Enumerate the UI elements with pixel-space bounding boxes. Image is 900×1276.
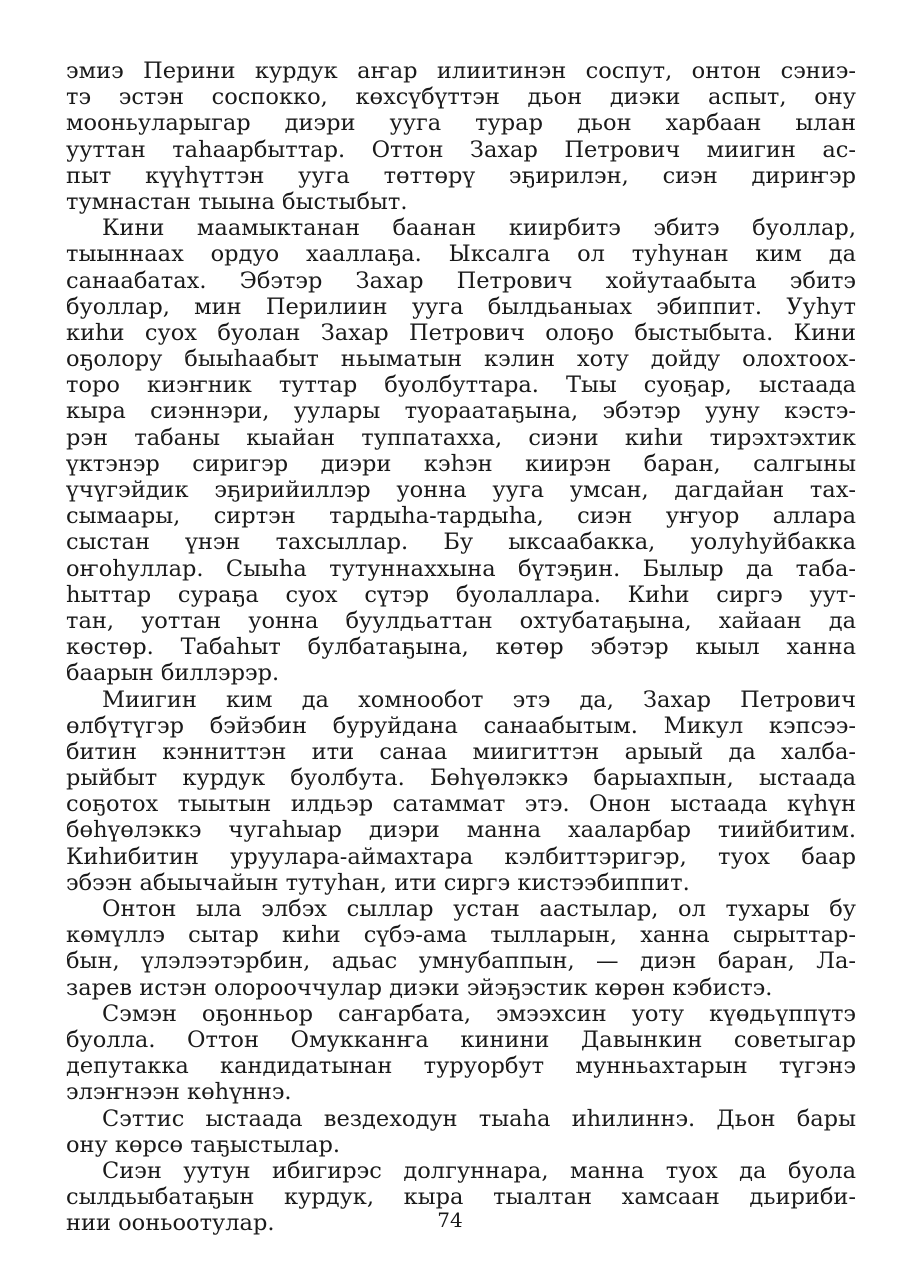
text-line: Сиэн уутун ибигирэс долгуннара, манна туох да буола [102, 1157, 856, 1184]
paragraph [66, 1106, 856, 1158]
text-line: ону көрсө таҕыстылар. [66, 1131, 341, 1158]
text-line: ууттан таһаарбыттар. Оттон Захар Петрович миигин ас- [66, 136, 856, 163]
text-line: сылдьыбатаҕын курдук, кыра тыалтан хамсаан дьириби- [66, 1184, 856, 1211]
text-line: үчүгэйдик эҕирийиллэр уонна ууга умсан, дагдайан тах- [66, 477, 856, 503]
text-line: депутакка кандидатынан туруорбут мунньахтарын түгэнэ [66, 1053, 856, 1080]
text-line: Миигин ким да хомнообот этэ да, Захар Петрович [102, 686, 856, 713]
text-line: тыыннаах ордуо хааллаҕа. Ыксалга ол туһунан ким да [66, 241, 856, 268]
paragraph [66, 896, 856, 1001]
text-line: нии ооньоотулар. [66, 1210, 275, 1237]
text-line: Сэмэн оҕонньор саҥарбата, эмээхсин уоту күөдьүппүтэ [102, 1000, 856, 1027]
text-line: үктэнэр сиригэр диэри кэһэн киирэн баран, салгыны [66, 450, 856, 477]
text-line: Кини маамыктанан баанан киирбитэ эбитэ буоллар, [102, 215, 856, 242]
text-line: Сэттис ыстаада вездеходун тыаһа иһилиннэ. Дьон бары [102, 1105, 856, 1132]
text-line: Онтон ыла элбэх сыллар устан аастылар, ол тухары бу [102, 896, 856, 922]
text-line: һыттар сураҕа суох сүтэр буолаллара. Киһи сиргэ уут- [66, 581, 856, 608]
page-text [66, 58, 856, 1236]
text-line: рэн табаны кыайан туппатахха, сиэни киһи тирэхтэхтик [66, 424, 856, 451]
text-line: санаабатах. Эбэтэр Захар Петрович хойутаабыта эбитэ [66, 267, 856, 294]
text-line: зарев истэн олорооччулар диэки эйэҕэстик көрөн кэбистэ. [66, 974, 773, 1001]
text-line: мооньуларыгар диэри ууга турар дьон харбаан ылан [66, 110, 856, 137]
text-line: элэҥнээн көһүннэ. [66, 1079, 292, 1106]
text-line: битин кэнниттэн ити санаа миигиттэн арыый да халба- [66, 738, 856, 765]
text-line: баарын биллэрэр. [66, 660, 280, 687]
text-line: тумнастан тыына быстыбыт. [66, 188, 408, 215]
text-line: Киһибитин уруулара-аймахтара кэлбиттэригэр, туох баар [66, 843, 856, 870]
text-line: сымаары, сиртэн тардыһа-тардыһа, сиэн уҥуор аллара [66, 503, 856, 530]
text-line: оҕолору быыһаабыт ньыматын кэлин хоту дойду олохтоох- [66, 346, 856, 373]
page-number: 74 [437, 1208, 463, 1232]
text-line: бөһүөлэккэ чугаһыар диэри манна хааларбар тиийбитим. [66, 817, 856, 844]
text-line: тан, уоттан уонна буулдьаттан охтубатаҕына, хайаан да [66, 607, 856, 634]
text-line: буолла. Оттон Омукканҥа кинини Давынкин советыгар [66, 1026, 856, 1053]
paragraph [66, 687, 856, 897]
text-line: соҕотох тыытын илдьэр сатаммат этэ. Онон ыстаада күһүн [66, 791, 856, 818]
text-line: кыра сиэннэри, уулары туораатаҕына, эбэтэр ууну кэстэ- [66, 398, 856, 425]
text-line: эмиэ Перини курдук аҥар илиитинэн соспут, онтон сэниэ- [66, 58, 856, 84]
text-line: көстөр. Табаһыт булбатаҕына, көтөр эбэтэр кыыл ханна [66, 634, 856, 661]
text-line: киһи суох буолан Захар Петрович олоҕо быстыбыта. Кини [66, 319, 856, 346]
text-line: тэ эстэн соспокко, көхсүбүттэн дьон диэки аспыт, ону [66, 84, 856, 111]
text-line: өлбүтүгэр бэйэбин буруйдана санаабытым. Микул кэпсээ- [66, 712, 856, 739]
text-line: рыйбыт курдук буолбута. Бөһүөлэккэ барыахпын, ыстаада [66, 765, 856, 792]
text-line: торо киэҥник туттар буолбуттара. Тыы суоҕар, ыстаада [66, 372, 856, 399]
text-line: сыстан үнэн тахсыллар. Бу ыксаабакка, уолуһуйбакка [66, 529, 856, 556]
text-line: оҥоһуллар. Сыыһа тутуннаххына бүтэҕин. Былыр да таба- [66, 555, 856, 582]
paragraph [66, 1001, 856, 1106]
paragraph [66, 58, 856, 215]
text-line: көмүллэ сытар киһи сүбэ-ама тылларын, ханна сырыттар- [66, 922, 856, 949]
text-line: буоллар, мин Перилиин ууга былдьаныах эбиппит. Ууһут [66, 293, 856, 320]
paragraph [66, 215, 856, 686]
text-line: бын, үлэлээтэрбин, адьас умнубаппын, — диэн баран, Ла- [66, 948, 856, 975]
text-line: пыт күүһүттэн ууга төттөрү эҕирилэн, сиэн дириҥэр [66, 162, 856, 189]
text-line: эбээн абыычайын тутуһан, ити сиргэ кистээбиппит. [66, 869, 690, 896]
